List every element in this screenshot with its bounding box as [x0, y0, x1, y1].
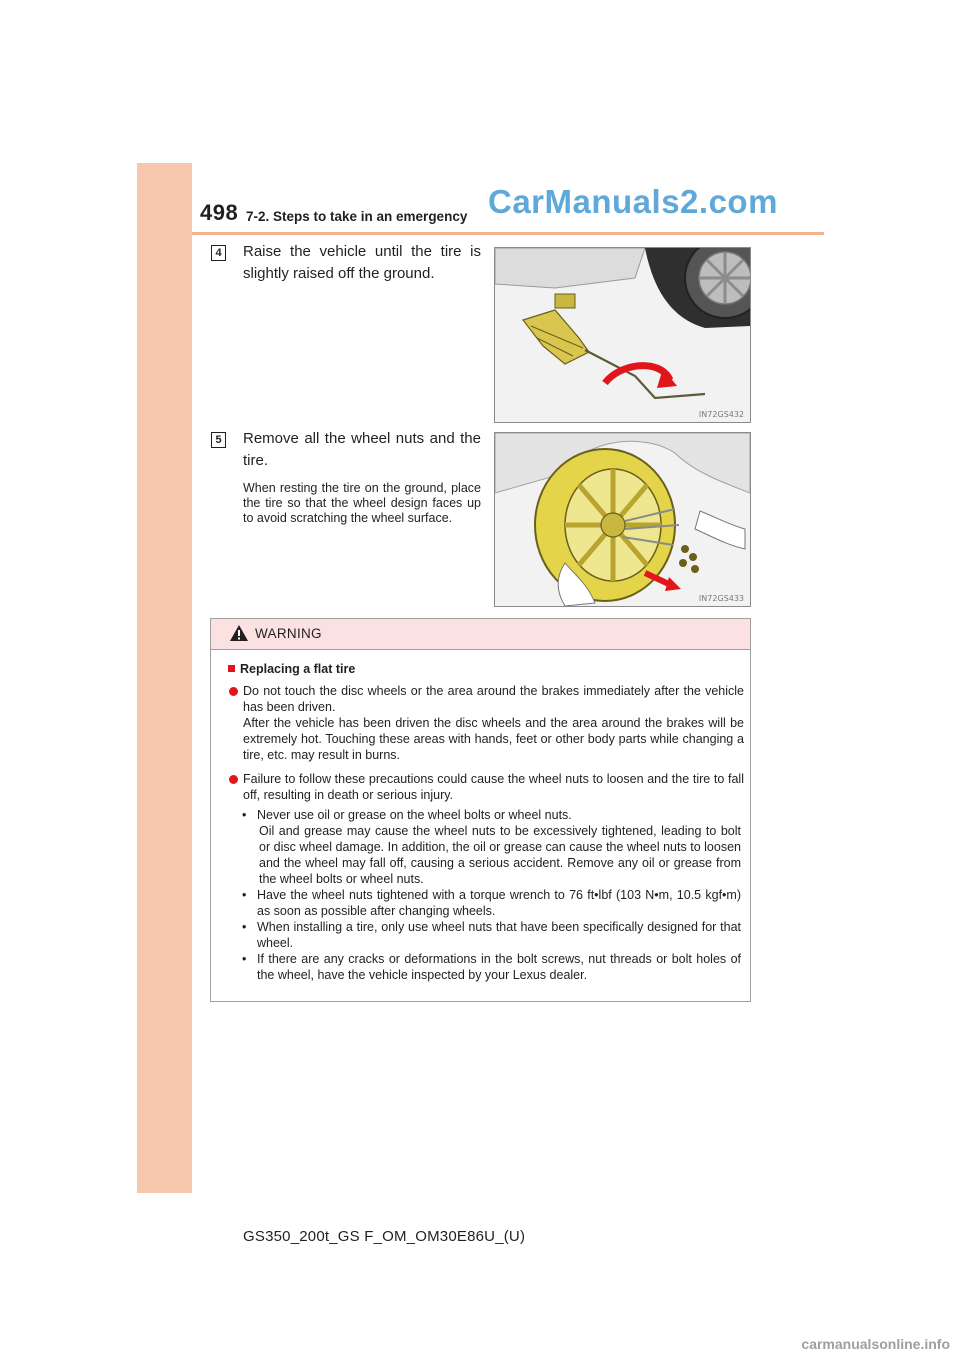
chapter-side-tab [137, 163, 192, 1193]
bullet-1-line-1: Do not touch the disc wheels or the area around the brakes immediately after the vehicle has been driven. [243, 684, 744, 714]
warning-header [211, 619, 750, 650]
figure-remove-tire [494, 432, 751, 607]
square-bullet-icon [228, 665, 235, 672]
warning-subheading-text: Replacing a flat tire [240, 662, 356, 676]
dot-bullet-icon: • [242, 952, 247, 966]
dot-bullet-icon: • [242, 888, 247, 902]
warning-label: WARNING [255, 626, 322, 641]
sub-bullet-no-oil [242, 807, 741, 887]
warning-bullet-hot-wheels [243, 683, 744, 763]
tire-removal-illustration [495, 433, 750, 606]
red-bullet-icon [229, 687, 238, 696]
watermark-top: CarManuals2.com [488, 183, 778, 220]
dot-bullet-icon: • [242, 808, 247, 822]
sub-bullet-4-main: If there are any cracks or deformations in the bolt screws, nut threads or bolt holes of the wheel, have the vehicle inspected by your Lexus dealer. [257, 952, 741, 982]
figure-code: IN72GS432 [698, 410, 744, 419]
dot-bullet-icon: • [242, 920, 247, 934]
step-number-4: 4 [211, 245, 226, 261]
bullet-2-text: Failure to follow these precautions could cause the wheel nuts to loosen and the tire to fall off, resulting in death or serious injury. [243, 772, 744, 802]
step-5-note: When resting the tire on the ground, place the tire so that the wheel design faces up to avoid scratching the wheel surface. [243, 481, 481, 525]
footer-model-code: GS350_200t_GS F_OM_OM30E86U_(U) [243, 1228, 526, 1245]
sub-bullet-3-main: When installing a tire, only use wheel nuts that have been specifically designed for that wheel. [257, 920, 741, 950]
sub-bullet-specific-nuts [242, 919, 741, 951]
sub-bullet-1-main: Never use oil or grease on the wheel bolts or wheel nuts. [257, 808, 572, 822]
warning-triangle-icon [229, 624, 249, 642]
warning-subheading [228, 662, 355, 676]
warning-bullet-wheel-nuts [243, 771, 744, 803]
figure-raise-vehicle [494, 247, 751, 423]
section-title: 7-2. Steps to take in an emergency [246, 209, 468, 224]
page-number: 498 [200, 200, 239, 225]
figure-code: IN72GS433 [698, 594, 744, 603]
jack-illustration [495, 248, 750, 422]
sub-bullet-torque [242, 887, 741, 919]
sub-bullet-cracks [242, 951, 741, 983]
sub-bullet-1-detail: Oil and grease may cause the wheel nuts to be excessively tightened, leading to bolt or disc wheel damage. In addition, the oil or grease can cause the wheel nuts to loosen and the wheel may fall off, causing a serious accident. Remove any oil or grease from the wheel bolts or wheel nuts. [259, 824, 741, 886]
header-rule [192, 232, 824, 235]
red-bullet-icon [229, 775, 238, 784]
watermark-bottom: carmanualsonline.info [801, 1336, 950, 1352]
step-5-text: Remove all the wheel nuts and the tire. [243, 430, 481, 469]
step-number-5: 5 [211, 432, 226, 448]
warning-box [210, 618, 751, 1002]
step-4-text: Raise the vehicle until the tire is slightly raised off the ground. [243, 243, 481, 282]
bullet-1-line-2: After the vehicle has been driven the disc wheels and the area around the brakes will be extremely hot. Touching these areas with hands, feet or other body parts while changing a tire, etc. may result in burns. [243, 716, 744, 762]
sub-bullet-2-main: Have the wheel nuts tightened with a torque wrench to 76 ft•lbf (103 N•m, 10.5 kgf•m) as soon as possible after changing wheels. [257, 888, 741, 918]
